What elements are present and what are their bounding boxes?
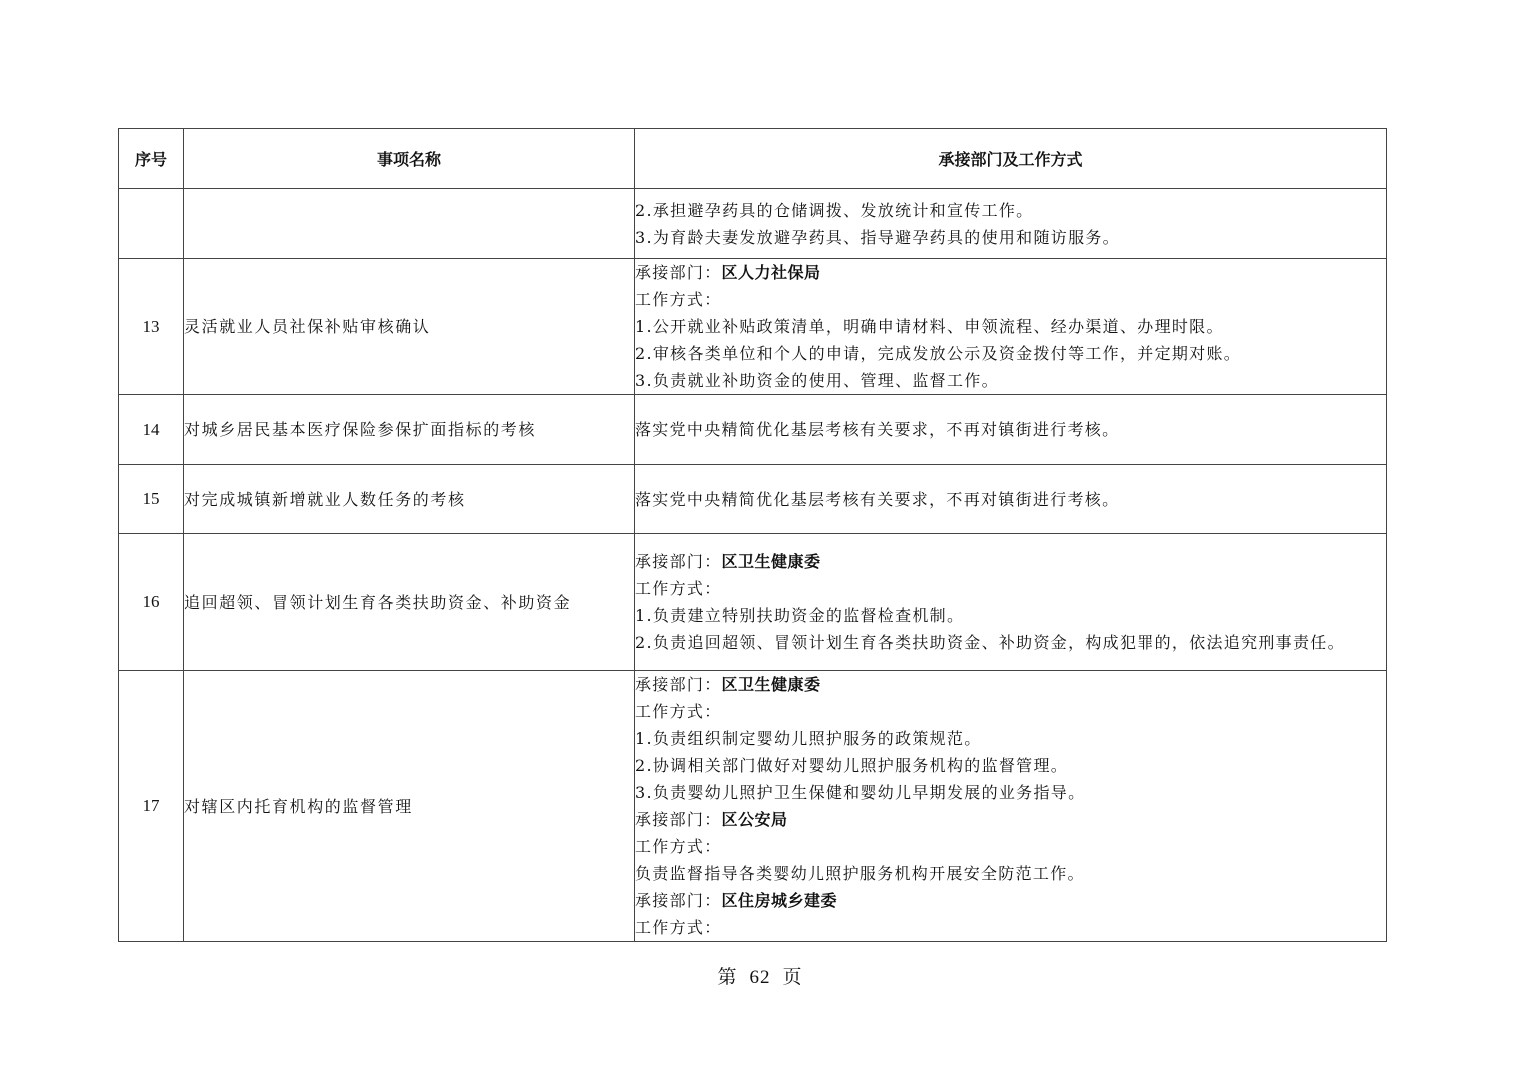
header-index: 序号 [119, 129, 184, 189]
department-line [635, 548, 1386, 575]
method-line: 1.公开就业补贴政策清单，明确申请材料、申领流程、经办渠道、办理时限。 [635, 317, 1224, 336]
item-name [184, 189, 635, 259]
item-name: 对辖区内托育机构的监督管理 [184, 671, 635, 942]
department-line [635, 806, 1386, 833]
department-method-cell [635, 395, 1387, 465]
method-line: 2.审核各类单位和个人的申请，完成发放公示及资金拨付等工作，并定期对账。 [635, 344, 1242, 363]
department-line [635, 671, 1386, 698]
method-line: 落实党中央精简优化基层考核有关要求，不再对镇街进行考核。 [635, 489, 1120, 509]
method-line: 1.负责组织制定婴幼儿照护服务的政策规范。 [635, 729, 982, 748]
method-line: 工作方式： [635, 918, 722, 937]
table-row [119, 465, 1387, 534]
table-header-row [119, 129, 1387, 189]
department-label: 承接部门： [635, 810, 722, 829]
row-number: 16 [119, 534, 184, 671]
item-name: 对城乡居民基本医疗保险参保扩面指标的考核 [184, 395, 635, 465]
row-number: 17 [119, 671, 184, 942]
department-method-cell [635, 189, 1387, 259]
method-line: 2.协调相关部门做好对婴幼儿照护服务机构的监督管理。 [635, 756, 1069, 775]
table-row [119, 671, 1387, 942]
row-number [119, 189, 184, 259]
item-name: 追回超领、冒领计划生育各类扶助资金、补助资金 [184, 534, 635, 671]
department-name: 区公安局 [721, 810, 788, 829]
table-row [119, 189, 1387, 259]
department-method-cell [635, 671, 1387, 942]
method-line: 3.负责就业补助资金的使用、管理、监督工作。 [635, 371, 999, 390]
item-name: 对完成城镇新增就业人数任务的考核 [184, 465, 635, 534]
department-name: 区卫生健康委 [721, 675, 821, 694]
method-line: 负责监督指导各类婴幼儿照护服务机构开展安全防范工作。 [635, 864, 1085, 883]
method-line: 2.承担避孕药具的仓储调拨、发放统计和宣传工作。 [635, 200, 1034, 220]
department-method-cell [635, 465, 1387, 534]
table-row [119, 259, 1387, 395]
footer-prefix: 第 [717, 967, 738, 988]
department-label: 承接部门： [635, 675, 722, 694]
method-line: 2.负责追回超领、冒领计划生育各类扶助资金、补助资金，构成犯罪的，依法追究刑事责任。 [635, 633, 1345, 652]
method-line: 落实党中央精简优化基层考核有关要求，不再对镇街进行考核。 [635, 420, 1120, 439]
method-line: 1.负责建立特别扶助资金的监督检查机制。 [635, 606, 965, 625]
method-line: 工作方式： [635, 702, 722, 721]
method-line: 3.为育龄夫妻发放避孕药具、指导避孕药具的使用和随访服务。 [635, 227, 1120, 247]
method-line: 工作方式： [635, 290, 722, 309]
table-row [119, 534, 1387, 671]
department-name: 区人力社保局 [721, 263, 821, 282]
department-name: 区住房城乡建委 [721, 891, 838, 910]
department-label: 承接部门： [635, 891, 722, 910]
items-table [118, 128, 1387, 942]
row-number: 13 [119, 259, 184, 395]
department-name: 区卫生健康委 [721, 552, 821, 571]
table-body [119, 189, 1387, 942]
department-label: 承接部门： [635, 263, 722, 282]
method-line: 3.负责婴幼儿照护卫生保健和婴幼儿早期发展的业务指导。 [635, 783, 1086, 802]
department-method-cell [635, 534, 1387, 671]
method-line: 工作方式： [635, 579, 722, 598]
page-number: 62 [749, 967, 771, 988]
table-row [119, 395, 1387, 465]
item-name: 灵活就业人员社保补贴审核确认 [184, 259, 635, 395]
row-number: 14 [119, 395, 184, 465]
page-footer [0, 962, 1520, 989]
department-line [635, 887, 1386, 914]
footer-suffix: 页 [782, 967, 803, 988]
department-method-cell [635, 259, 1387, 395]
header-item-name: 事项名称 [184, 129, 635, 189]
department-label: 承接部门： [635, 552, 722, 571]
row-number: 15 [119, 465, 184, 534]
department-line [635, 259, 1386, 286]
method-line: 工作方式： [635, 837, 722, 856]
header-department-method: 承接部门及工作方式 [635, 129, 1387, 189]
